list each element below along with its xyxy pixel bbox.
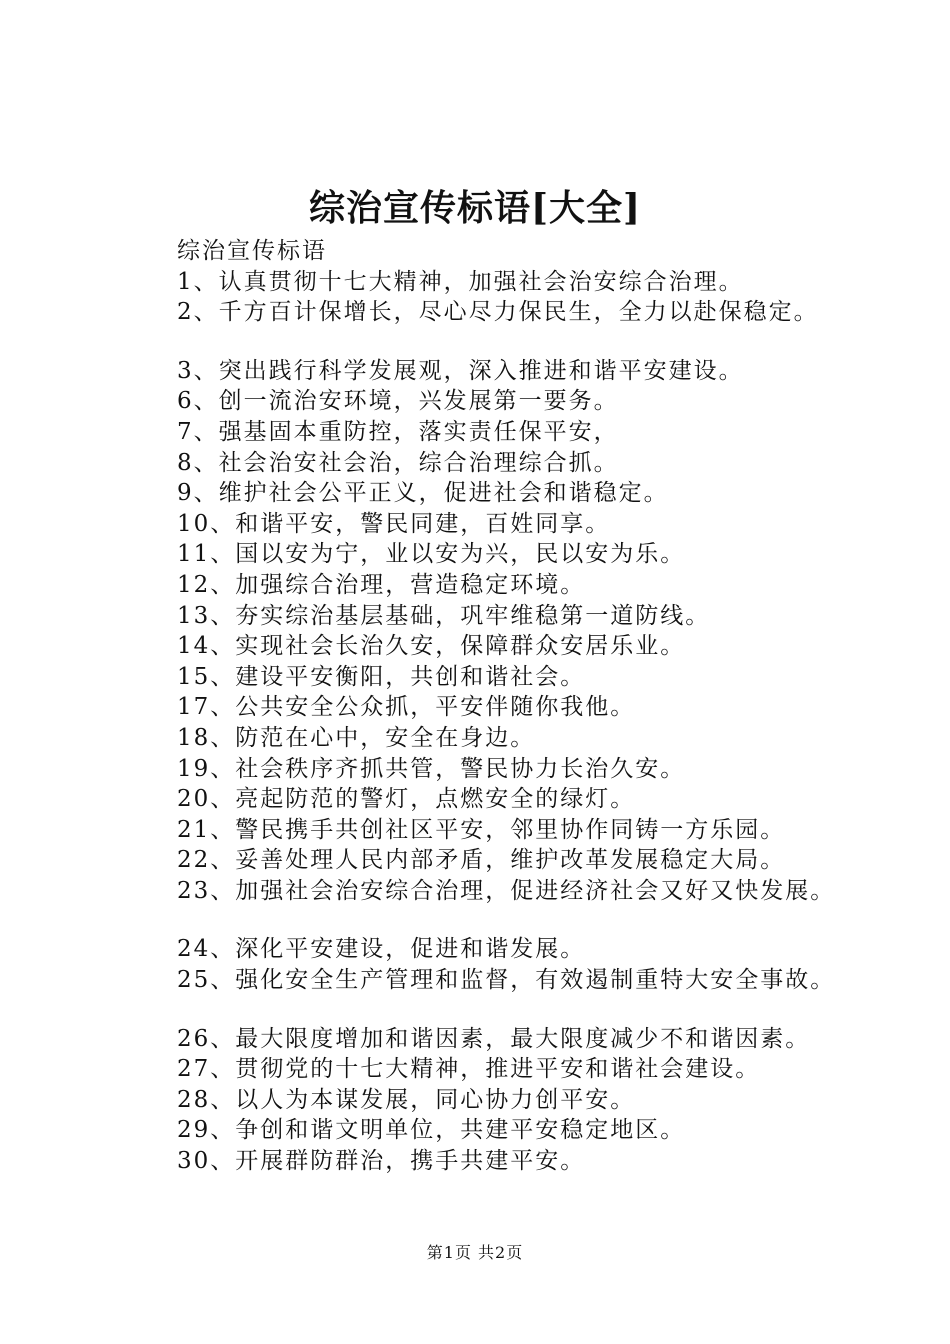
slogan-item: 2、千方百计保增长，尽心尽力保民生，全力以赴保稳定。	[177, 299, 819, 326]
slogan-item: 30、开展群防群治，携手共建平安。	[177, 1148, 586, 1175]
slogan-item: 8、社会治安社会治，综合治理综合抓。	[177, 449, 619, 476]
slogan-item: 25、强化安全生产管理和监督，有效遏制重特大安全事故。	[177, 967, 836, 994]
slogan-item: 11、国以安为宁，业以安为兴，民以安为乐。	[177, 541, 686, 568]
slogan-item: 27、贯彻党的十七大精神，推进平安和谐社会建设。	[177, 1056, 761, 1083]
paragraph-gap	[177, 328, 917, 356]
slogan-item: 10、和谐平安，警民同建，百姓同享。	[177, 510, 611, 537]
paragraph-gap	[177, 996, 917, 1024]
section-heading: 综治宣传标语	[177, 238, 327, 264]
page-title: 综治宣传标语[大全]	[308, 187, 642, 229]
page-number-footer: 第1页 共2页	[426, 1243, 524, 1262]
slogan-item: 1、认真贯彻十七大精神，加强社会治安综合治理。	[177, 268, 744, 295]
slogan-item: 29、争创和谐文明单位，共建平安稳定地区。	[177, 1117, 686, 1144]
slogan-list	[177, 236, 917, 1177]
slogan-item: 15、建设平安衡阳，共创和谐社会。	[177, 663, 586, 690]
slogan-item: 22、妥善处理人民内部矛盾，维护改革发展稳定大局。	[177, 847, 786, 874]
slogan-item: 24、深化平安建设，促进和谐发展。	[177, 936, 586, 963]
slogan-item: 12、加强综合治理，营造稳定环境。	[177, 571, 586, 598]
slogan-item: 18、防范在心中，安全在身边。	[177, 724, 536, 751]
paragraph-gap	[177, 906, 917, 934]
slogan-item: 20、亮起防范的警灯，点燃安全的绿灯。	[177, 786, 636, 813]
slogan-item: 7、强基固本重防控，落实责任保平安，	[177, 418, 619, 445]
slogan-item: 9、维护社会公平正义，促进社会和谐稳定。	[177, 480, 669, 507]
slogan-item: 26、最大限度增加和谐因素，最大限度减少不和谐因素。	[177, 1025, 811, 1052]
slogan-item: 3、突出践行科学发展观，深入推进和谐平安建设。	[177, 357, 744, 384]
slogan-item: 23、加强社会治安综合治理，促进经济社会又好又快发展。	[177, 877, 836, 904]
slogan-item: 14、实现社会长治久安，保障群众安居乐业。	[177, 633, 686, 660]
slogan-item: 13、夯实综治基层基础，巩牢维稳第一道防线。	[177, 602, 711, 629]
slogan-item: 21、警民携手共创社区平安，邻里协作同铸一方乐园。	[177, 816, 786, 843]
slogan-item: 6、创一流治安环境，兴发展第一要务。	[177, 388, 619, 415]
slogan-item: 28、以人为本谋发展，同心协力创平安。	[177, 1086, 636, 1113]
slogan-item: 17、公共安全公众抓，平安伴随你我他。	[177, 694, 636, 721]
slogan-item: 19、社会秩序齐抓共管，警民协力长治久安。	[177, 755, 686, 782]
